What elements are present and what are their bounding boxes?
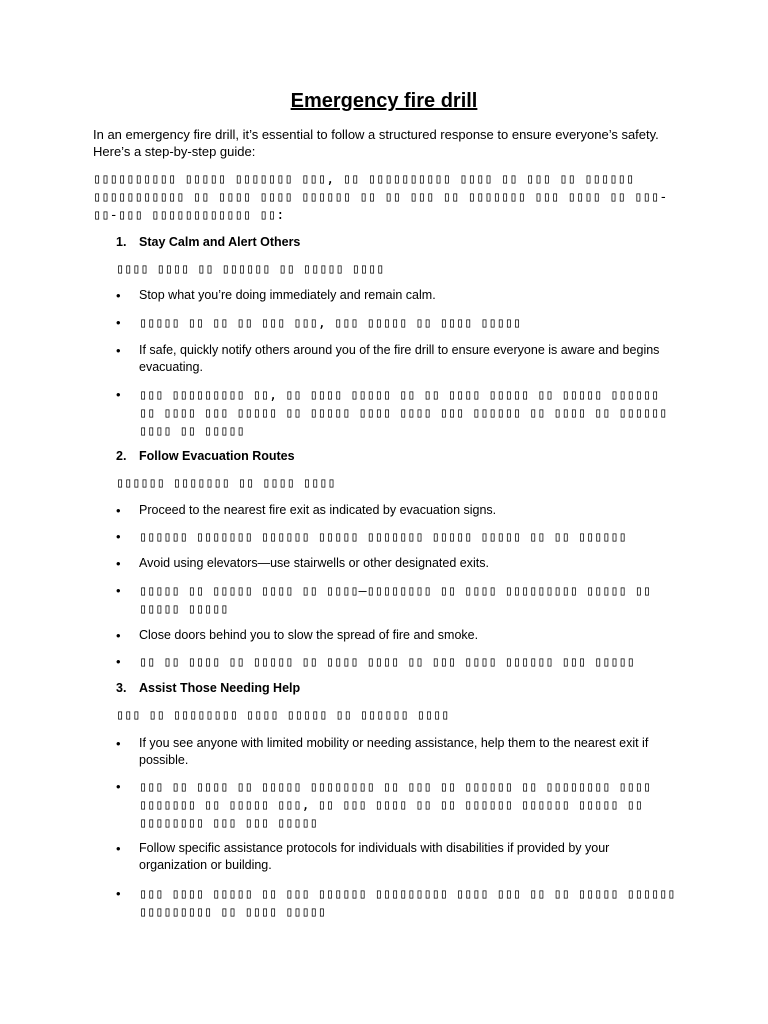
bullet-icon: • <box>116 583 121 598</box>
section-number: 1. <box>116 235 127 249</box>
section-heading <box>116 234 300 251</box>
list-item-text: ▯▯▯ ▯▯ ▯▯▯▯ ▯▯ ▯▯▯▯▯ ▯▯▯▯▯▯▯▯ ▯▯ ▯▯▯ ▯▯ ▯▯▯▯▯▯ ▯▯ ▯▯▯▯▯▯▯▯ ▯▯▯▯ ▯▯▯▯▯▯▯ ▯▯ ▯▯▯▯▯ ▯▯▯, ▯▯ ▯▯▯ ▯▯▯▯ ▯▯ ▯▯ ▯▯▯▯▯▯ ▯▯▯▯▯▯ ▯▯▯▯▯ ▯▯ ▯▯▯▯▯▯▯▯ ▯▯▯ ▯▯▯ ▯▯▯▯▯ <box>139 779 652 831</box>
list-item <box>116 582 676 618</box>
bullet-icon: • <box>116 343 121 358</box>
list-item <box>116 778 676 832</box>
intro-paragraph: In an emergency fire drill, it’s essential to follow a structured response to ensure everyone’s safety. Here’s a step-by-step guide: <box>93 127 659 159</box>
bullet-icon: • <box>116 886 121 901</box>
list-item-text: Avoid using elevators—use stairwells or other designated exits. <box>139 556 489 570</box>
section-heading-text: Assist Those Needing Help <box>139 681 301 695</box>
bullet-icon: • <box>116 556 121 571</box>
list-item-text: Follow specific assistance protocols for individuals with disabilities if provided by your organization or building. <box>139 841 610 872</box>
section-number: 3. <box>116 681 127 695</box>
section-number: 2. <box>116 449 127 463</box>
bullet-icon: • <box>116 628 121 643</box>
list-item <box>116 528 676 546</box>
list-item <box>116 314 676 332</box>
list-item-text: ▯▯▯ ▯▯▯▯▯▯▯▯▯ ▯▯, ▯▯ ▯▯▯▯ ▯▯▯▯▯ ▯▯ ▯▯ ▯▯▯▯ ▯▯▯▯▯ ▯▯ ▯▯▯▯▯ ▯▯▯▯▯▯ ▯▯ ▯▯▯▯ ▯▯▯ ▯▯▯▯▯ ▯▯ ▯▯▯▯▯ ▯▯▯▯ ▯▯▯▯ ▯▯▯ ▯▯▯▯▯▯ ▯▯ ▯▯▯▯ ▯▯ ▯▯▯▯▯▯ ▯▯▯▯ ▯▯ ▯▯▯▯▯ <box>139 387 668 439</box>
list-item <box>116 502 676 519</box>
bullet-icon: • <box>116 529 121 544</box>
section-heading-text: Stay Calm and Alert Others <box>139 235 301 249</box>
bullet-icon: • <box>116 315 121 330</box>
section-subheading-hindi: ▯▯▯▯ ▯▯▯▯ ▯▯ ▯▯▯▯▯▯ ▯▯ ▯▯▯▯▯ ▯▯▯▯ <box>116 261 385 277</box>
document-title: Emergency fire drill <box>290 90 478 112</box>
list-item <box>116 735 676 769</box>
list-item-text: Close doors behind you to slow the spread of fire and smoke. <box>139 628 479 642</box>
list-item-text: If safe, quickly notify others around you of the fire drill to ensure everyone is aware and begins evacuating. <box>139 343 660 374</box>
list-item-text: Proceed to the nearest fire exit as indicated by evacuation signs. <box>139 503 497 517</box>
list-item-text: ▯▯▯▯▯ ▯▯ ▯▯▯▯▯ ▯▯▯▯ ▯▯ ▯▯▯▯—▯▯▯▯▯▯▯▯ ▯▯ ▯▯▯▯ ▯▯▯▯▯▯▯▯▯ ▯▯▯▯▯ ▯▯ ▯▯▯▯▯ ▯▯▯▯▯ <box>139 583 652 617</box>
list-item <box>116 885 676 921</box>
list-item <box>116 555 676 572</box>
list-item <box>116 342 676 376</box>
list-item <box>116 653 676 671</box>
list-item <box>116 627 676 644</box>
list-item <box>116 287 676 304</box>
intro-paragraph-hindi: ▯▯▯▯▯▯▯▯▯▯ ▯▯▯▯▯ ▯▯▯▯▯▯▯ ▯▯▯, ▯▯ ▯▯▯▯▯▯▯▯▯▯ ▯▯▯▯ ▯▯ ▯▯▯ ▯▯ ▯▯▯▯▯▯ ▯▯▯▯▯▯▯▯▯▯▯ ▯▯ ▯▯▯▯ ▯▯▯▯ ▯▯▯▯▯▯ ▯▯ ▯▯ ▯▯▯ ▯▯ ▯▯▯▯▯▯▯ ▯▯▯ ▯▯▯▯ ▯▯ ▯▯▯-▯▯-▯▯▯ ▯▯▯▯▯▯▯▯▯▯▯▯ ▯▯: <box>93 171 668 223</box>
list-item-text: ▯▯▯▯▯▯ ▯▯▯▯▯▯▯ ▯▯▯▯▯▯ ▯▯▯▯▯ ▯▯▯▯▯▯▯ ▯▯▯▯▯ ▯▯▯▯▯ ▯▯ ▯▯ ▯▯▯▯▯▯ <box>139 529 627 545</box>
section-heading <box>116 680 300 697</box>
list-item-text: ▯▯▯▯▯ ▯▯ ▯▯ ▯▯ ▯▯▯ ▯▯▯, ▯▯▯ ▯▯▯▯▯ ▯▯ ▯▯▯▯ ▯▯▯▯▯ <box>139 315 522 331</box>
bullet-icon: • <box>116 654 121 669</box>
list-item-text: If you see anyone with limited mobility or needing assistance, help them to the nearest exit if possible. <box>139 736 649 767</box>
section-heading-text: Follow Evacuation Routes <box>139 449 295 463</box>
list-item-text: Stop what you’re doing immediately and remain calm. <box>139 288 436 302</box>
bullet-icon: • <box>116 779 121 794</box>
bullet-icon: • <box>116 736 121 751</box>
bullet-icon: • <box>116 841 121 856</box>
list-item-text: ▯▯▯ ▯▯▯▯ ▯▯▯▯▯ ▯▯ ▯▯▯ ▯▯▯▯▯▯ ▯▯▯▯▯▯▯▯▯ ▯▯▯▯ ▯▯▯ ▯▯ ▯▯ ▯▯▯▯▯ ▯▯▯▯▯▯ ▯▯▯▯▯▯▯▯▯ ▯▯ ▯▯▯▯ ▯▯▯▯▯ <box>139 886 676 920</box>
list-item <box>116 386 676 440</box>
list-item <box>116 840 676 874</box>
bullet-icon: • <box>116 387 121 402</box>
bullet-icon: • <box>116 503 121 518</box>
bullet-icon: • <box>116 288 121 303</box>
list-item-text: ▯▯ ▯▯ ▯▯▯▯ ▯▯ ▯▯▯▯▯ ▯▯ ▯▯▯▯ ▯▯▯▯ ▯▯ ▯▯▯ ▯▯▯▯ ▯▯▯▯▯▯ ▯▯▯ ▯▯▯▯▯ <box>139 654 635 670</box>
section-heading <box>116 448 295 465</box>
section-subheading-hindi: ▯▯▯▯▯▯ ▯▯▯▯▯▯▯ ▯▯ ▯▯▯▯ ▯▯▯▯ <box>116 475 336 491</box>
section-subheading-hindi: ▯▯▯ ▯▯ ▯▯▯▯▯▯▯▯ ▯▯▯▯ ▯▯▯▯▯ ▯▯ ▯▯▯▯▯▯ ▯▯▯▯ <box>116 707 450 723</box>
